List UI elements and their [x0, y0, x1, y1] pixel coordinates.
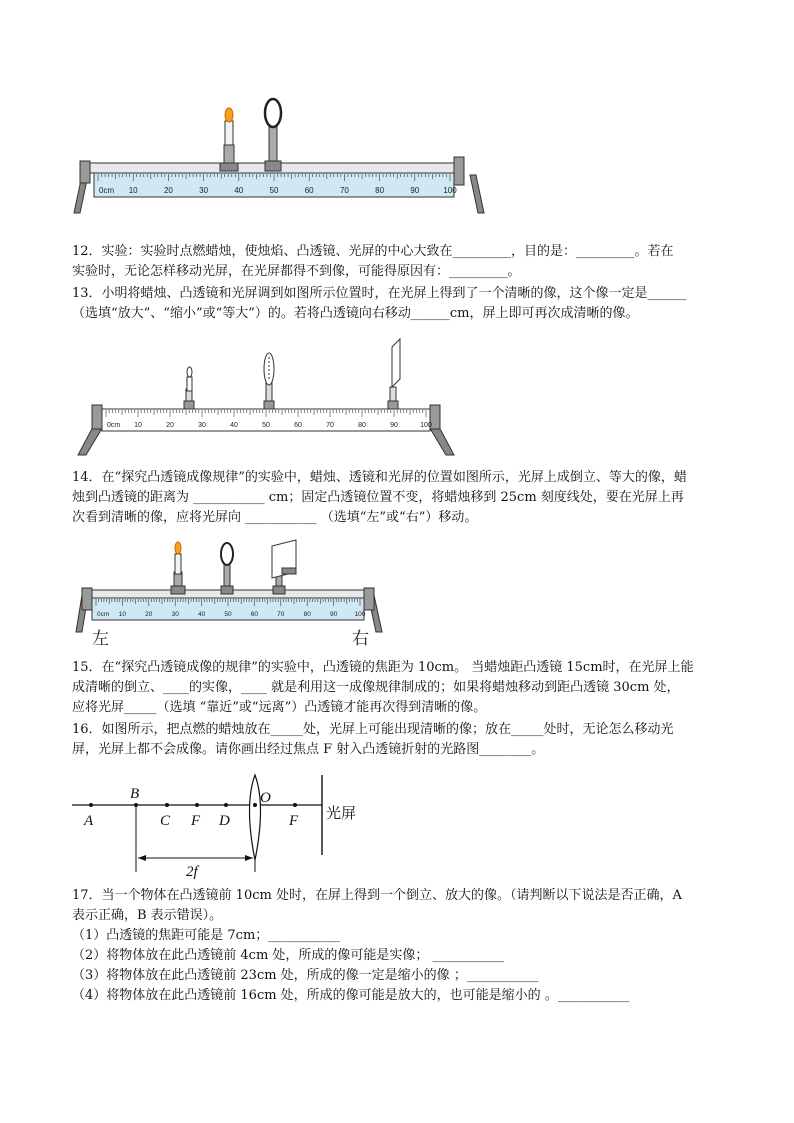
- ruler-tick-label: 80: [375, 186, 385, 195]
- label-c: C: [160, 813, 171, 829]
- q15-line-2: 成清晰的倒立、____的实像，____ 就是利用这一成像规律制成的；如果将蜡烛移动到距凸透镜 30cm 处，: [72, 680, 680, 695]
- q15-line-1: 15．在“探究凸透镜成像的规律”的实验中，凸透镜的焦距为 10cm。 当蜡烛距凸透镜 15cm时，在光屏上能: [72, 660, 694, 675]
- ruler-tick-label: 50: [224, 611, 232, 618]
- dimension-label: 2f: [186, 864, 198, 880]
- ruler-tick-label: 0cm: [99, 186, 115, 195]
- q14-line-2: 烛到凸透镜的距离为 ___________ cm；固定凸透镜位置不变，将蜡烛移到 25cm 刻度线处，要在光屏上再: [72, 490, 684, 505]
- q16-line-2: 屏，光屏上都不会成像。请你画出经过焦点 F 射入凸透镜折射的光路图________。: [72, 742, 545, 757]
- right-label: 右: [352, 629, 369, 649]
- q16-line-1: 16．如图所示，把点燃的蜡烛放在_____处，光屏上可能出现清晰的像；放在_____处时，无论怎么移动光: [72, 722, 674, 737]
- lens-ray-diagram: [70, 770, 370, 880]
- question-12: [72, 242, 732, 282]
- ruler-tick-label: 60: [294, 422, 302, 429]
- optical-bench-figure-3: [76, 540, 386, 650]
- question-14: [72, 468, 732, 528]
- q14-line-3: 次看到清晰的像，应将光屏向 ___________ （选填“左”或“右”）移动。: [72, 510, 478, 525]
- q13-line-2: （选填“放大”、“缩小”或“等大”）的。若将凸透镜向右移动______cm，屏上即可再次成清晰的像。: [72, 306, 639, 321]
- ruler-tick-label: 10: [118, 611, 127, 618]
- ruler-tick-label: 10: [134, 422, 142, 429]
- label-o: O: [260, 790, 271, 806]
- question-16: [72, 720, 732, 760]
- label-b: B: [130, 786, 140, 802]
- ruler-tick-label: 20: [145, 611, 153, 618]
- ruler-tick-label: 100: [354, 611, 366, 618]
- screen-label: 光屏: [326, 804, 357, 822]
- question-13: [72, 284, 732, 324]
- q17-line-2: 表示正确，B 表示错误）。: [72, 908, 223, 923]
- ruler-tick-label: 0cm: [97, 611, 110, 618]
- optical-bench-figure-2: [76, 335, 456, 457]
- ruler-tick-label: 60: [304, 186, 314, 195]
- ruler-tick-label: 40: [197, 611, 206, 618]
- ruler-tick-label: 100: [443, 186, 457, 195]
- label-d: D: [219, 813, 230, 829]
- ruler-tick-label: 10: [128, 186, 138, 195]
- q12-line-1: 12．实验：实验时点燃蜡烛，使烛焰、凸透镜、光屏的中心大致在_________，目的是：_________。若在: [72, 244, 674, 259]
- ruler-tick-label: 80: [358, 422, 366, 429]
- optical-bench-figure-1: [70, 95, 490, 220]
- ruler-tick-label: 40: [234, 186, 244, 195]
- ruler-tick-label: 30: [199, 186, 209, 195]
- q12-line-2: 实验时，无论怎样移动光屏，在光屏都得不到像，可能得原因有：_________。: [72, 264, 521, 279]
- ruler-tick-label: 50: [269, 186, 279, 195]
- question-15: [72, 658, 732, 718]
- ruler-tick-label: 30: [171, 611, 179, 618]
- q17-line-1: 17．当一个物体在凸透镜前 10cm 处时，在屏上得到一个倒立、放大的像。（请判断以下说法是否正确，A: [72, 888, 682, 903]
- ruler-tick-label: 20: [163, 186, 173, 195]
- ruler-tick-label: 90: [390, 422, 398, 429]
- ruler-tick-label: 70: [339, 186, 349, 195]
- ruler-tick-label: 50: [262, 422, 270, 429]
- ruler-tick-label: 60: [250, 611, 259, 618]
- q13-line-1: 13．小明将蜡烛、凸透镜和光屏调到如图所示位置时，在光屏上得到了一个清晰的像，这个像一定是______: [72, 286, 687, 301]
- ruler-tick-label: 90: [410, 186, 420, 195]
- q17-line-4: （2）将物体放在此凸透镜前 4cm 处，所成的像可能是实像； ___________: [72, 948, 505, 963]
- ruler-tick-label: 80: [303, 611, 311, 618]
- ruler-tick-label: 30: [198, 422, 206, 429]
- q17-line-6: （4）将物体放在此凸透镜前 16cm 处，所成的像可能是放大的，也可能是缩小的 。___________: [72, 988, 630, 1003]
- ruler-tick-label: 0cm: [107, 422, 121, 429]
- label-a: A: [84, 813, 94, 829]
- ruler-tick-label: 20: [166, 422, 174, 429]
- question-17: [72, 886, 732, 1006]
- q15-line-3: 应将光屏_____（选填 “靠近”或“远离”）凸透镜才能再次得到清晰的像。: [72, 700, 487, 715]
- q17-line-3: （1）凸透镜的焦距可能是 7cm；___________: [72, 928, 340, 943]
- label-f-left: F: [191, 813, 201, 829]
- ruler-tick-label: 70: [326, 422, 334, 429]
- ruler-tick-label: 70: [277, 611, 285, 618]
- q17-line-5: （3）将物体放在此凸透镜前 23cm 处，所成的像一定是缩小的像 ；___________: [72, 968, 539, 983]
- q14-line-1: 14．在“探究凸透镜成像规律”的实验中，蜡烛、透镜和光屏的位置如图所示，光屏上成倒立、等大的像，蜡: [72, 470, 687, 485]
- ruler-tick-label: 100: [420, 422, 432, 429]
- left-label: 左: [92, 629, 109, 649]
- label-f-right: F: [289, 813, 299, 829]
- ruler-tick-label: 40: [230, 422, 238, 429]
- ruler-tick-label: 90: [329, 611, 338, 618]
